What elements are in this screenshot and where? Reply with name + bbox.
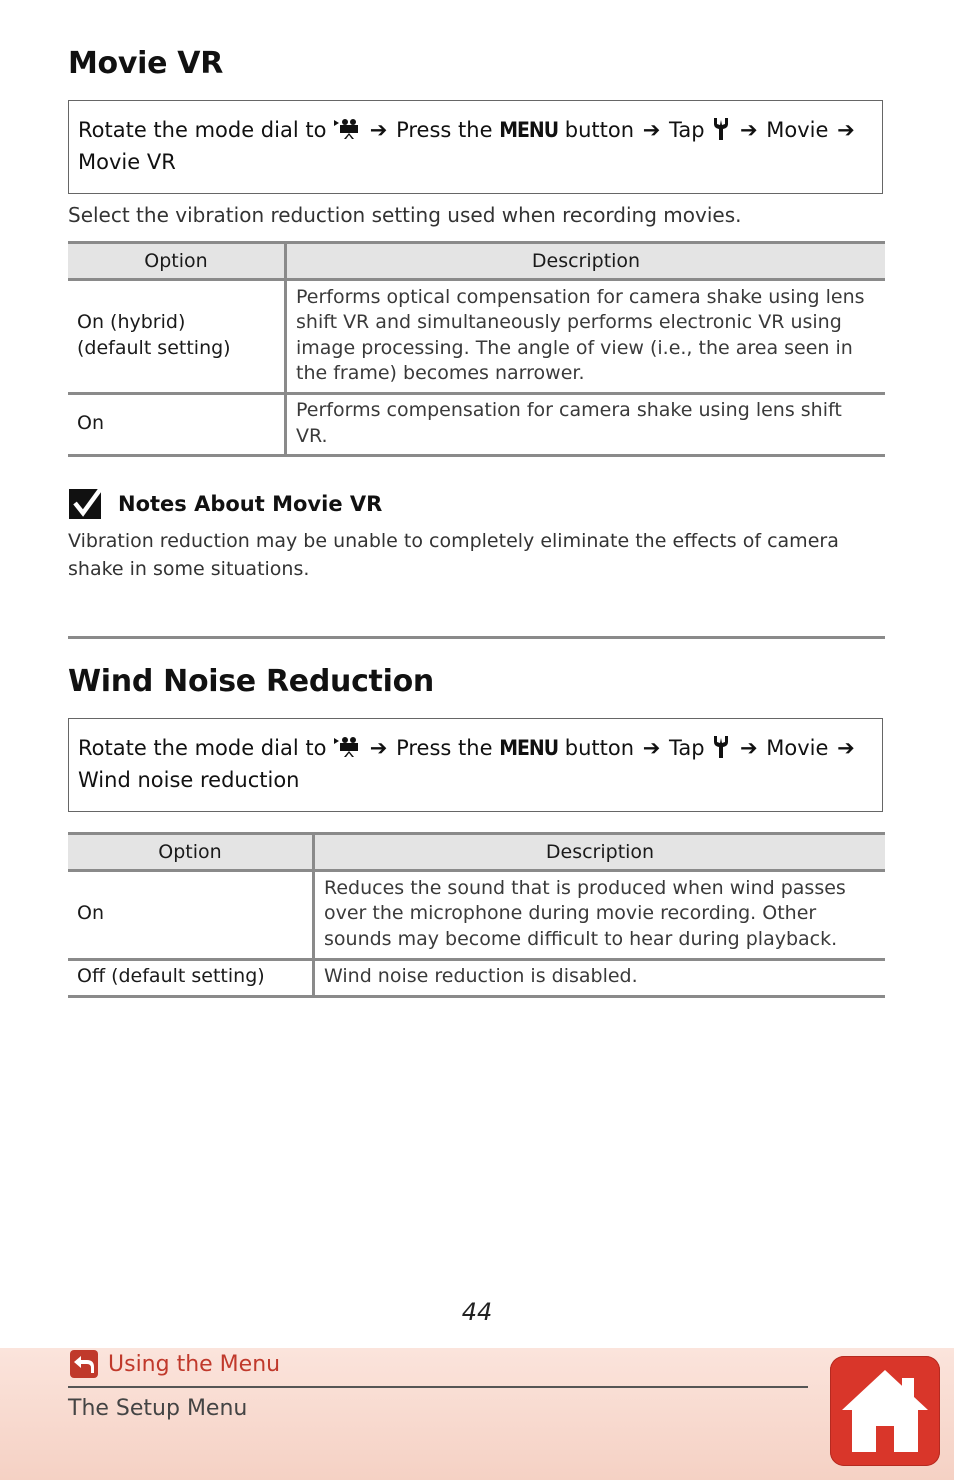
table-header-option: Option [68,834,314,871]
arrow-icon: ➔ [642,736,661,760]
note-heading [68,487,382,521]
table-cell-option: On [68,871,314,960]
nav-text: Rotate the mode dial to [78,736,327,760]
nav-text: button [564,736,635,760]
page-number: 44 [461,1298,493,1326]
table-cell-description: Wind noise reduction is disabled. [314,960,886,997]
table-cell-option: Off (default setting) [68,960,314,997]
wrench-icon [711,117,731,141]
section-divider [68,636,885,639]
back-link-label: Using the Menu [108,1351,281,1377]
nav-text: Tap [669,736,705,760]
table-header-description: Description [286,243,886,280]
arrow-icon: ➔ [739,736,758,760]
table-cell-description: Performs optical compensation for camera shake using lens shift VR and simultaneously performs electronic VR using image processing. The angle of view (i.e., the area seen in the frame) becomes narrower. [286,280,886,394]
table-cell-option: On [68,394,286,456]
nav-text: Press the [396,736,493,760]
section-title-movie-vr: Movie VR [68,46,224,81]
check-note-icon [68,487,104,521]
return-arrow-icon [70,1350,98,1378]
home-button[interactable] [830,1356,940,1466]
nav-text: Tap [669,118,705,142]
wrench-icon [711,735,731,759]
table-header-option: Option [68,243,286,280]
table-row [68,960,885,997]
option-default-label: (default setting) [77,336,231,359]
arrow-icon: ➔ [369,736,388,760]
arrow-icon: ➔ [369,118,388,142]
wind-noise-options-table [68,832,885,998]
movie-mode-icon [333,736,361,758]
note-body: Vibration reduction may be unable to completely eliminate the effects of camera shake in some situations. [68,530,839,580]
menu-button-label: MENU [499,118,559,142]
table-header-description: Description [314,834,886,871]
movie-vr-options-table [68,241,885,457]
table-cell-description: Reduces the sound that is produced when wind passes over the microphone during movie recording. Other sounds may become difficult to hear during playback. [314,871,886,960]
table-row [68,280,885,394]
nav-text-destination: Movie VR [78,150,176,174]
nav-text: Movie [766,736,829,760]
menu-button-label: MENU [499,736,559,760]
nav-text: Press the [396,118,493,142]
table-header-row [68,834,885,871]
navigation-path-wind-noise [68,718,883,812]
navigation-path-movie-vr [68,100,883,194]
section-title-wind-noise: Wind Noise Reduction [68,664,434,699]
table-header-row [68,243,885,280]
note-title: Notes About Movie VR [118,492,383,516]
back-link-using-the-menu[interactable] [70,1349,280,1379]
arrow-icon: ➔ [837,736,855,760]
nav-text: button [564,118,635,142]
nav-text: Movie [766,118,829,142]
arrow-icon: ➔ [642,118,661,142]
arrow-icon: ➔ [837,118,855,142]
breadcrumb-the-setup-menu[interactable]: The Setup Menu [68,1396,248,1421]
table-cell-option [68,280,286,394]
table-cell-description: Performs compensation for camera shake using lens shift VR. [286,394,886,456]
home-icon [830,1356,940,1466]
intro-text: Select the vibration reduction setting used when recording movies. [68,203,742,227]
movie-mode-icon [333,118,361,140]
table-row [68,394,885,456]
nav-text-destination: Wind noise reduction [78,768,300,792]
option-label: On (hybrid) [77,311,186,333]
nav-text: Rotate the mode dial to [78,118,327,142]
arrow-icon: ➔ [739,118,758,142]
footer-divider [68,1386,808,1388]
table-row [68,871,885,960]
